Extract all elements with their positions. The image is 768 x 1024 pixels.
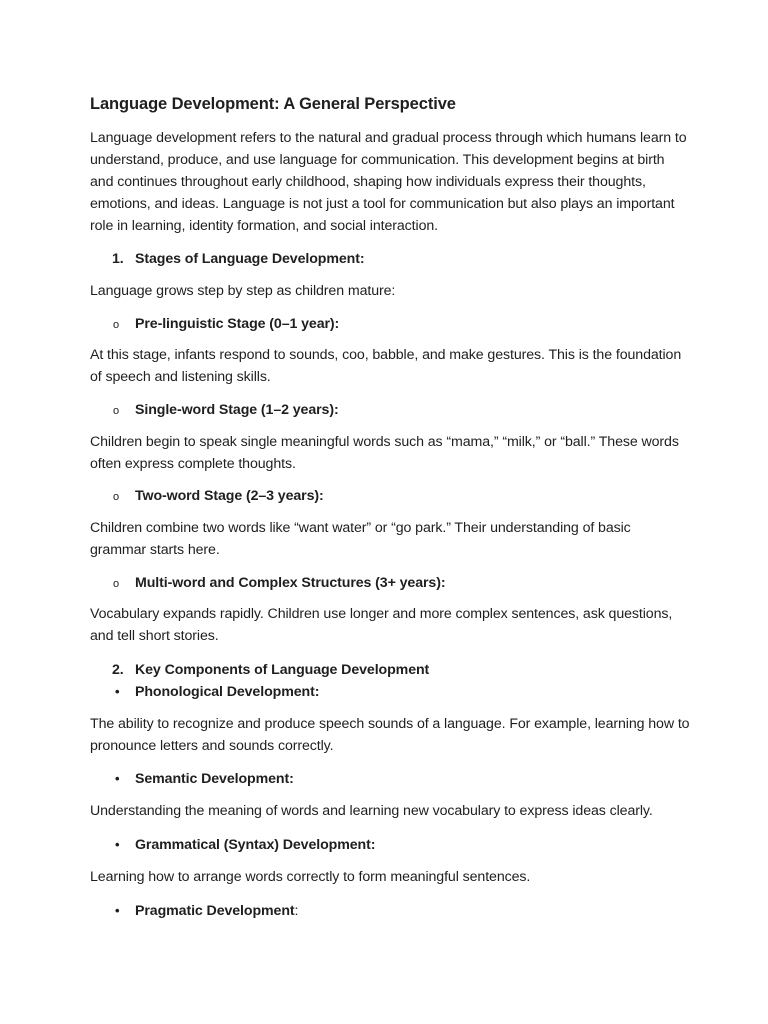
bullet-icon: • [115, 684, 120, 699]
bullet-icon: • [115, 837, 120, 852]
section-lead: Language grows step by step as children mature: [90, 283, 396, 299]
list-item-prelinguistic [90, 313, 690, 335]
section-number: 1. [112, 251, 124, 267]
section-heading-stages [90, 248, 690, 270]
list-item-description: Children combine two words like “want water” or “go park.” Their understanding of basic grammar starts here. [90, 520, 631, 558]
hollow-bullet-icon: o [113, 319, 120, 331]
list-item-label: Multi-word and Complex Structures (3+ years): [135, 575, 446, 591]
document-title: Language Development: A General Perspective [90, 95, 456, 113]
list-item-description: Learning how to arrange words correctly to form meaningful sentences. [90, 869, 531, 885]
list-item-label-group [135, 900, 298, 922]
list-item-label: Phonological Development: [135, 684, 320, 700]
list-item-description: At this stage, infants respond to sounds, coo, babble, and make gestures. This is the foundation of speech and listening skills. [90, 347, 682, 385]
list-item-description: Vocabulary expands rapidly. Children use longer and more complex sentences, ask questions, and tell short stories. [90, 606, 673, 644]
section-heading-components [90, 659, 690, 681]
list-item-label: Pragmatic Development [135, 903, 295, 919]
list-item-label: Grammatical (Syntax) Development: [135, 837, 376, 853]
list-item-label: Two-word Stage (2–3 years): [135, 488, 324, 504]
hollow-bullet-icon: o [113, 491, 120, 503]
section-number: 2. [112, 662, 124, 678]
intro-paragraph: Language development refers to the natural and gradual process through which humans learn to understand, produce, and use language for communication. This development begins at birth and continues throughout early childhood, shaping how individuals express their thoughts, emotions, and ideas. Language is not just a tool for communication but also plays an important role in learning, identity formation, and social interaction. [90, 130, 687, 234]
list-item-description: Understanding the meaning of words and learning new vocabulary to express ideas clearly. [90, 803, 653, 819]
bullet-icon: • [115, 903, 120, 918]
list-item-label: Pre-linguistic Stage (0–1 year): [135, 316, 340, 332]
list-item-description: The ability to recognize and produce speech sounds of a language. For example, learning how to pronounce letters and sounds correctly. [90, 716, 690, 754]
list-item-semantic [90, 768, 690, 790]
section-heading-text: Key Components of Language Development [135, 662, 430, 678]
hollow-bullet-icon: o [113, 578, 120, 590]
list-item-label: Semantic Development: [135, 771, 294, 787]
list-item-pragmatic [90, 900, 690, 922]
bullet-icon: • [115, 771, 120, 786]
hollow-bullet-icon: o [113, 405, 120, 417]
list-item-multi-word [90, 572, 690, 594]
section-heading-text: Stages of Language Development: [135, 251, 365, 267]
list-item-single-word [90, 399, 690, 421]
list-item-grammatical [90, 834, 690, 856]
list-item-phonological [90, 681, 690, 703]
list-item-label: Single-word Stage (1–2 years): [135, 402, 339, 418]
list-item-description: Children begin to speak single meaningful words such as “mama,” “milk,” or “ball.” These words often express complete thoughts. [90, 434, 679, 472]
label-colon: : [294, 903, 299, 919]
list-item-two-word [90, 485, 690, 507]
